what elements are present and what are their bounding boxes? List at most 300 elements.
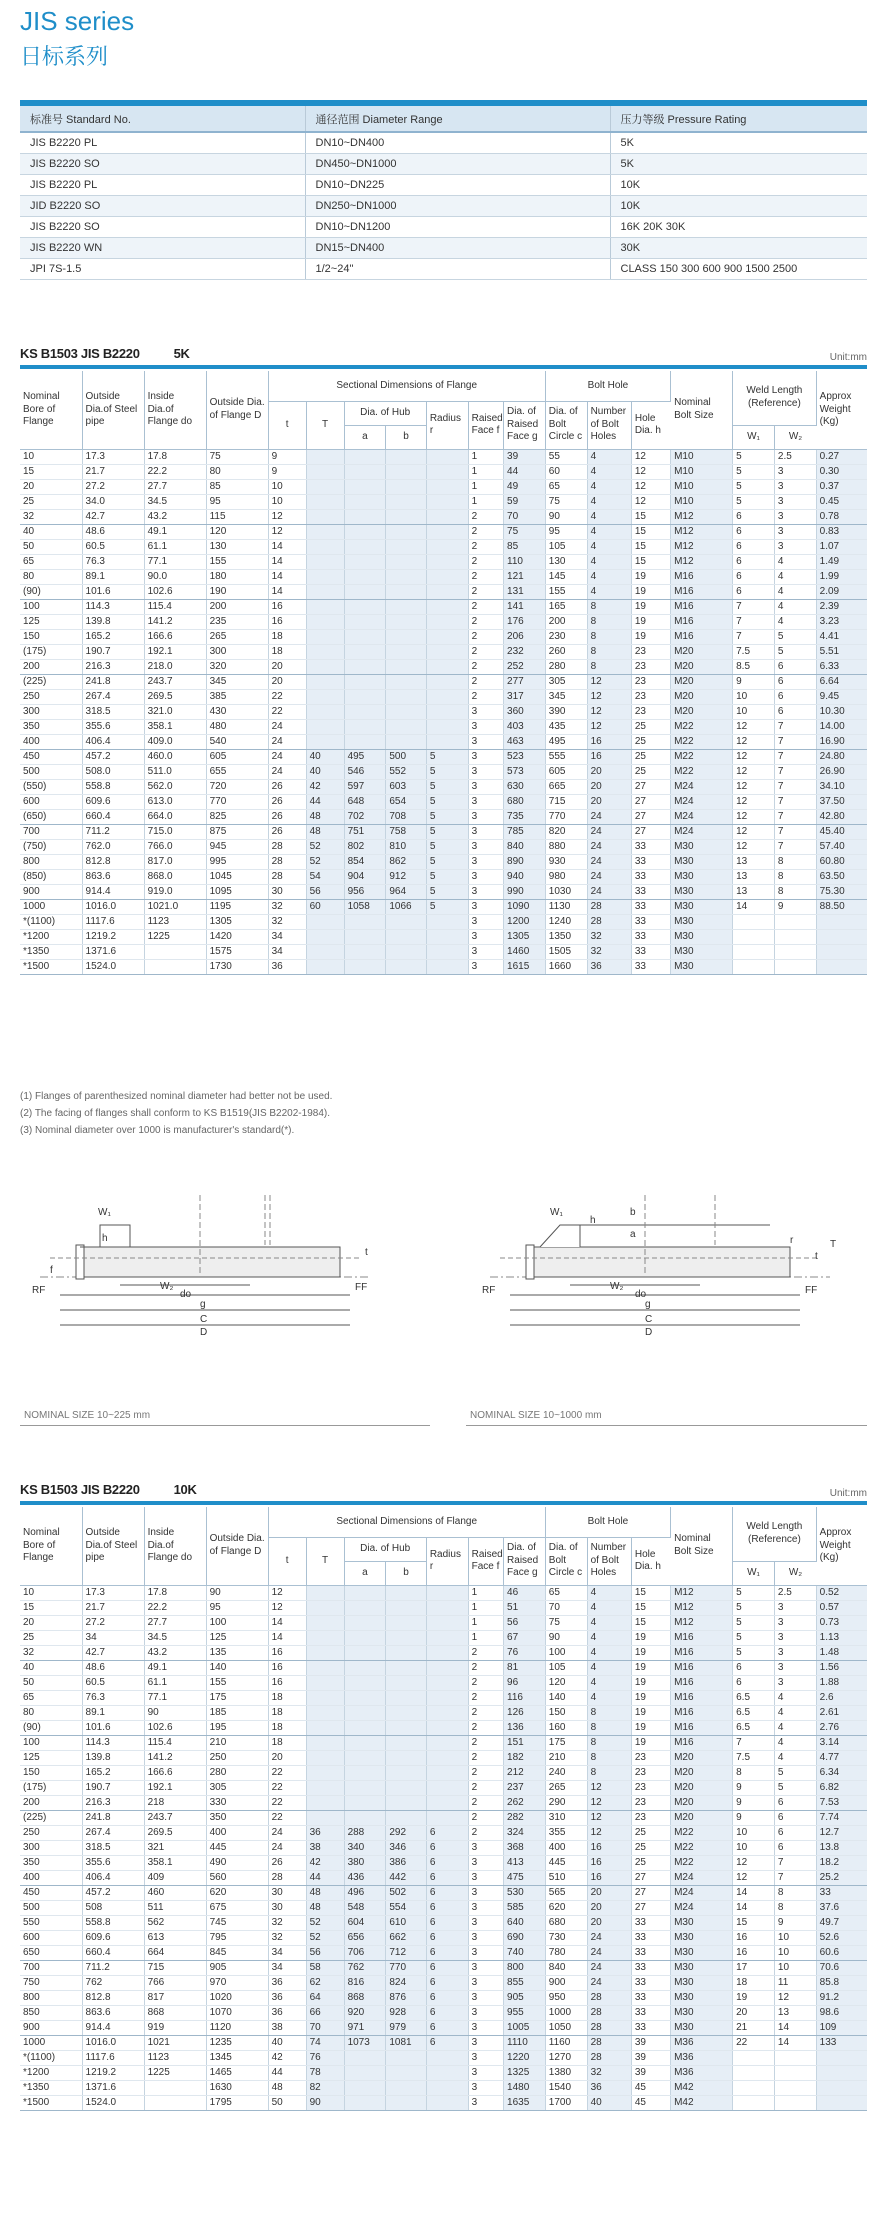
table-cell: 269.5	[144, 689, 206, 704]
table-cell: 324	[504, 1825, 546, 1840]
table-cell: 1021	[144, 2035, 206, 2050]
label-g: g	[200, 1299, 206, 1310]
header-number-bolts: Number of Bolt Holes	[587, 401, 631, 449]
table-cell: 26	[268, 824, 306, 839]
table-cell: 555	[545, 749, 587, 764]
table-cell: 241.8	[82, 674, 144, 689]
table-cell: 496	[344, 1885, 386, 1900]
table-cell: 27.2	[82, 479, 144, 494]
table-cell	[306, 1630, 344, 1645]
table-cell: 1005	[504, 2020, 546, 2035]
table-cell: 16	[587, 749, 631, 764]
table-cell: 33	[631, 899, 670, 914]
table-cell: 9	[733, 674, 775, 689]
table-cell: 44	[306, 794, 344, 809]
table-cell	[386, 914, 427, 929]
table-cell: 25	[631, 749, 670, 764]
table-cell	[426, 494, 468, 509]
table-cell: 15	[20, 464, 82, 479]
table-10k-bar	[20, 1501, 867, 1505]
table-cell: 60	[545, 464, 587, 479]
table-cell: 920	[344, 2005, 386, 2020]
table-cell: 90.0	[144, 569, 206, 584]
table-cell: 964	[386, 884, 427, 899]
table-cell: 845	[206, 1945, 268, 1960]
table-cell: M12	[671, 509, 733, 524]
table-cell: 48	[306, 809, 344, 824]
label-a: a	[630, 1229, 636, 1240]
table-cell: 2	[468, 509, 503, 524]
table-cell: 495	[545, 734, 587, 749]
table-row	[20, 1690, 867, 1705]
table-cell: 3	[468, 1945, 503, 1960]
table-cell: M20	[671, 674, 733, 689]
table-cell: 6	[426, 1840, 468, 1855]
table-cell: 3	[468, 794, 503, 809]
table-cell: 863.6	[82, 869, 144, 884]
table-cell: 995	[206, 854, 268, 869]
table-cell: M30	[671, 1960, 733, 1975]
table-cell	[386, 479, 427, 494]
table-cell: 720	[206, 779, 268, 794]
table-cell: 8.5	[733, 659, 775, 674]
table-cell: 70.6	[816, 1960, 867, 1975]
table-cell: 708	[386, 809, 427, 824]
table-cell: 14	[268, 1615, 306, 1630]
table-cell: 139.8	[82, 1750, 144, 1765]
table-cell: 110	[504, 554, 546, 569]
table-row	[20, 1585, 867, 1600]
table-cell: 6	[733, 569, 775, 584]
table-cell	[816, 2065, 867, 2080]
table-cell	[426, 1765, 468, 1780]
table-cell: 6	[733, 539, 775, 554]
table-cell: 3	[468, 854, 503, 869]
label-rf: RF	[32, 1285, 46, 1296]
table-cell: 6	[426, 1855, 468, 1870]
table-cell: 15	[631, 1585, 670, 1600]
table-cell: 770	[386, 1960, 427, 1975]
table-cell: 700	[20, 1960, 82, 1975]
table-cell: 14	[774, 2035, 816, 2050]
table-cell: 321	[144, 1840, 206, 1855]
table-cell: 5	[774, 629, 816, 644]
table-cell: 3	[468, 719, 503, 734]
table-cell: 75	[206, 449, 268, 464]
table-cell	[386, 674, 427, 689]
table-cell: 195	[206, 1720, 268, 1735]
table-cell: 46	[504, 1585, 546, 1600]
table-cell	[386, 449, 427, 464]
table-cell	[306, 704, 344, 719]
table-cell: 508.0	[82, 764, 144, 779]
table-cell: M36	[671, 2065, 733, 2080]
table-cell: 265	[206, 629, 268, 644]
table-cell	[344, 1675, 386, 1690]
table-cell	[306, 734, 344, 749]
table-cell: 2	[468, 1660, 503, 1675]
table-cell: 76	[504, 1645, 546, 1660]
table-cell: 28	[268, 1870, 306, 1885]
table-cell: 3	[468, 869, 503, 884]
table-cell: 27	[631, 1870, 670, 1885]
table-cell: 250	[206, 1750, 268, 1765]
table-cell: 24	[587, 884, 631, 899]
table-cell: 550	[20, 1915, 82, 1930]
table-cell: 8	[774, 884, 816, 899]
table-cell: 840	[545, 1960, 587, 1975]
table-cell: 8	[774, 1885, 816, 1900]
table-cell: 656	[344, 1930, 386, 1945]
table-cell: 25	[631, 734, 670, 749]
standard-cell: JID B2220 SO	[20, 195, 305, 216]
table-cell: 10	[733, 1840, 775, 1855]
table-cell: 7	[774, 719, 816, 734]
table-cell: 95	[545, 524, 587, 539]
header-w1: W₁	[733, 1561, 775, 1585]
table-cell: 979	[386, 2020, 427, 2035]
table-cell	[144, 2095, 206, 2110]
table-cell: 206	[504, 629, 546, 644]
table-cell: 5	[426, 809, 468, 824]
table-cell: 3	[468, 959, 503, 974]
table-cell: 345	[545, 689, 587, 704]
table-cell: 19	[631, 1645, 670, 1660]
table-cell: 22	[268, 1765, 306, 1780]
table-cell: 34.10	[816, 779, 867, 794]
table-cell: 27	[631, 1885, 670, 1900]
table-cell: 26	[268, 794, 306, 809]
table-cell: 6	[426, 1975, 468, 1990]
table-cell: 14.00	[816, 719, 867, 734]
table-row	[20, 2005, 867, 2020]
table-cell: 49.7	[816, 1915, 867, 1930]
table-cell	[386, 1705, 427, 1720]
table-cell: 141.2	[144, 614, 206, 629]
table-cell: 1	[468, 479, 503, 494]
table-cell: 780	[545, 1945, 587, 1960]
table-cell	[344, 644, 386, 659]
table-cell: 4	[587, 449, 631, 464]
table-cell: 20	[20, 1615, 82, 1630]
table-cell: 4	[587, 1675, 631, 1690]
table-cell: 12	[631, 464, 670, 479]
table-cell: 868.0	[144, 869, 206, 884]
table-cell: M22	[671, 764, 733, 779]
table-cell: 24.80	[816, 749, 867, 764]
table-row	[20, 2095, 867, 2110]
table-cell: 900	[545, 1975, 587, 1990]
table-cell: 928	[386, 2005, 427, 2020]
table-cell: 540	[206, 734, 268, 749]
table-cell: 3	[468, 1855, 503, 1870]
table-cell: 23	[631, 689, 670, 704]
table-cell: M24	[671, 1870, 733, 1885]
table-cell	[386, 1675, 427, 1690]
table-cell: 442	[386, 1870, 427, 1885]
table-cell: 13	[733, 854, 775, 869]
label-d-r: D	[645, 1327, 653, 1335]
table-cell: 4	[774, 1690, 816, 1705]
table-cell: 8	[774, 1900, 816, 1915]
table-cell: 660.4	[82, 809, 144, 824]
table-cell: 36	[587, 2080, 631, 2095]
table-cell: 712	[386, 1945, 427, 1960]
table-cell: 10	[733, 689, 775, 704]
table-cell: 5	[774, 1780, 816, 1795]
table-cell: 16	[268, 614, 306, 629]
table-cell: 6.64	[816, 674, 867, 689]
table-cell: 2.6	[816, 1690, 867, 1705]
table-cell: 6	[774, 1795, 816, 1810]
table-cell: 80	[20, 569, 82, 584]
table-cell: 1160	[545, 2035, 587, 2050]
table-cell: (850)	[20, 869, 82, 884]
table-cell	[426, 959, 468, 974]
table-cell: 32	[587, 944, 631, 959]
table-cell: 176	[504, 614, 546, 629]
table-cell: M16	[671, 1720, 733, 1735]
table-cell: 210	[545, 1750, 587, 1765]
table-cell: 34	[268, 929, 306, 944]
table-cell: 460.0	[144, 749, 206, 764]
table-cell: 360	[504, 704, 546, 719]
header-nominal-bore: Nominal Bore of Flange	[20, 1507, 82, 1585]
table-10k-title: KS B1503 JIS B2220 10K	[20, 1482, 197, 1497]
table-cell	[426, 2050, 468, 2065]
table-cell: 22	[268, 689, 306, 704]
table-cell	[344, 2050, 386, 2065]
table-cell: 817	[144, 1990, 206, 2005]
table-cell: 1575	[206, 944, 268, 959]
table-cell	[344, 1645, 386, 1660]
table-cell: 24	[268, 719, 306, 734]
table-cell: 914.4	[82, 884, 144, 899]
table-cell: 3	[468, 944, 503, 959]
table-cell: 0.37	[816, 479, 867, 494]
table-cell: 23	[631, 1810, 670, 1825]
table-cell: 875	[206, 824, 268, 839]
table-cell: 385	[206, 689, 268, 704]
standards-row	[20, 216, 867, 237]
table-cell: 12	[733, 794, 775, 809]
table-cell: 715	[545, 794, 587, 809]
table-cell	[306, 1705, 344, 1720]
table-cell	[426, 1690, 468, 1705]
table-cell: 2	[468, 659, 503, 674]
table-cell: M30	[671, 869, 733, 884]
table-cell: 800	[20, 854, 82, 869]
table-cell: 5	[733, 479, 775, 494]
table-cell: 12	[733, 764, 775, 779]
table-cell	[306, 524, 344, 539]
table-cell: 1465	[206, 2065, 268, 2080]
table-cell: M10	[671, 449, 733, 464]
table-cell: M20	[671, 689, 733, 704]
table-cell	[426, 1585, 468, 1600]
table-cell: (750)	[20, 839, 82, 854]
table-cell: 12	[587, 1810, 631, 1825]
table-cell	[344, 1600, 386, 1615]
table-cell: 12	[733, 809, 775, 824]
table-cell: 604	[344, 1915, 386, 1930]
label-ff: FF	[355, 1282, 368, 1293]
table-cell: 8	[587, 659, 631, 674]
table-cell: 1460	[504, 944, 546, 959]
table-cell: 3	[774, 1660, 816, 1675]
table-cell: 1066	[386, 899, 427, 914]
table-cell: 42.7	[82, 1645, 144, 1660]
table-row	[20, 1615, 867, 1630]
table-cell: 25	[631, 1825, 670, 1840]
table-row	[20, 689, 867, 704]
table-cell: 318.5	[82, 704, 144, 719]
table-cell: 0.27	[816, 449, 867, 464]
table-cell: M16	[671, 1705, 733, 1720]
table-cell: 39	[631, 2050, 670, 2065]
table-cell: M12	[671, 539, 733, 554]
table-cell: 21	[733, 2020, 775, 2035]
table-cell: 6	[774, 704, 816, 719]
table-row	[20, 854, 867, 869]
table-cell: 15	[631, 1600, 670, 1615]
table-cell: 2	[468, 644, 503, 659]
header-hole-dia: Hole Dia. h	[631, 1537, 670, 1585]
table-cell	[426, 1675, 468, 1690]
table-cell: 5	[733, 1630, 775, 1645]
table-cell: 1095	[206, 884, 268, 899]
table-cell: 4	[587, 1630, 631, 1645]
table-cell: 5	[426, 824, 468, 839]
diameter-header: 通径范围 Diameter Range	[305, 106, 610, 132]
table-cell: 605	[545, 764, 587, 779]
table-cell: 190	[206, 584, 268, 599]
table-cell: 511.0	[144, 764, 206, 779]
table-cell: 19	[733, 1990, 775, 2005]
header-inside-dia: Inside Dia.of Flange do	[144, 371, 206, 449]
table-cell: 56	[504, 1615, 546, 1630]
table-cell: 613	[144, 1930, 206, 1945]
table-cell: M36	[671, 2050, 733, 2065]
table-cell: 620	[545, 1900, 587, 1915]
table-cell: 15	[733, 1915, 775, 1930]
table-cell: 25	[20, 1630, 82, 1645]
table-cell: 1325	[504, 2065, 546, 2080]
table-cell: 28	[268, 839, 306, 854]
table-cell: 6.5	[733, 1720, 775, 1735]
table-cell: 403	[504, 719, 546, 734]
table-cell: 7	[774, 794, 816, 809]
table-cell: 37.50	[816, 794, 867, 809]
table-cell: 940	[504, 869, 546, 884]
table-cell: 1630	[206, 2080, 268, 2095]
table-cell: 45.40	[816, 824, 867, 839]
table-cell: 4	[774, 569, 816, 584]
table-cell: 3	[468, 2065, 503, 2080]
table-cell	[774, 2050, 816, 2065]
header-b: b	[386, 1561, 427, 1585]
table-cell: 1345	[206, 2050, 268, 2065]
table-cell	[344, 1810, 386, 1825]
table-cell: (90)	[20, 584, 82, 599]
table-row	[20, 1750, 867, 1765]
table-cell: 562	[144, 1915, 206, 1930]
table-cell: 3	[774, 539, 816, 554]
table-cell: 42.7	[82, 509, 144, 524]
table-cell: 320	[206, 659, 268, 674]
table-cell: 33	[631, 959, 670, 974]
table-cell: 12	[587, 674, 631, 689]
note-3: (3) Nominal diameter over 1000 is manufacturer's standard(*).	[20, 1125, 295, 1136]
table-cell: 8	[587, 1750, 631, 1765]
table-cell: 33	[631, 2020, 670, 2035]
table-cell: 766	[144, 1975, 206, 1990]
table-cell: 9	[774, 899, 816, 914]
table-cell: M30	[671, 1945, 733, 1960]
table-cell: 12	[587, 719, 631, 734]
table-cell: 2.5	[774, 449, 816, 464]
table-cell: 795	[206, 1930, 268, 1945]
table-cell: M30	[671, 1930, 733, 1945]
header-hole-dia: Hole Dia. h	[631, 401, 670, 449]
table-cell: 4	[587, 1690, 631, 1705]
table-cell: 445	[206, 1840, 268, 1855]
table-cell: 15	[631, 509, 670, 524]
table-cell: 14	[733, 1885, 775, 1900]
table-cell	[344, 479, 386, 494]
table-cell: 5	[426, 749, 468, 764]
table-row	[20, 1780, 867, 1795]
table-cell: M10	[671, 494, 733, 509]
table-cell: 5	[426, 854, 468, 869]
table-cell: M12	[671, 1585, 733, 1600]
table-cell: M12	[671, 1615, 733, 1630]
label-t-r: t	[815, 1251, 818, 1262]
header-od-pipe: Outside Dia.of Steel pipe	[82, 371, 144, 449]
table-cell: 90	[206, 1585, 268, 1600]
table-cell: 1615	[504, 959, 546, 974]
table-row	[20, 704, 867, 719]
table-cell: 1000	[545, 2005, 587, 2020]
table-cell: 36	[268, 2005, 306, 2020]
table-cell: 42	[306, 1855, 344, 1870]
table-cell: M30	[671, 2020, 733, 2035]
table-cell: 24	[268, 1825, 306, 1840]
table-cell: 23	[631, 659, 670, 674]
table-cell: 51	[504, 1600, 546, 1615]
table-cell: 1235	[206, 2035, 268, 2050]
table-cell: 3	[468, 749, 503, 764]
table-cell: 12	[631, 449, 670, 464]
table-row	[20, 1915, 867, 1930]
table-row	[20, 1900, 867, 1915]
table-cell: 175	[545, 1735, 587, 1750]
table-cell: 12	[268, 1585, 306, 1600]
table-cell: M20	[671, 1795, 733, 1810]
table-cell: 890	[504, 854, 546, 869]
table-row	[20, 539, 867, 554]
table-cell: 12	[733, 824, 775, 839]
left-caption-rule	[20, 1425, 430, 1426]
table-cell: M24	[671, 824, 733, 839]
table-cell: 868	[144, 2005, 206, 2020]
table-cell: 1000	[20, 2035, 82, 2050]
table-cell: 95	[206, 494, 268, 509]
table-cell: 350	[20, 1855, 82, 1870]
header-bolt-hole: Bolt Hole	[545, 1507, 670, 1537]
table-cell: 10.30	[816, 704, 867, 719]
label-t: t	[365, 1247, 368, 1258]
